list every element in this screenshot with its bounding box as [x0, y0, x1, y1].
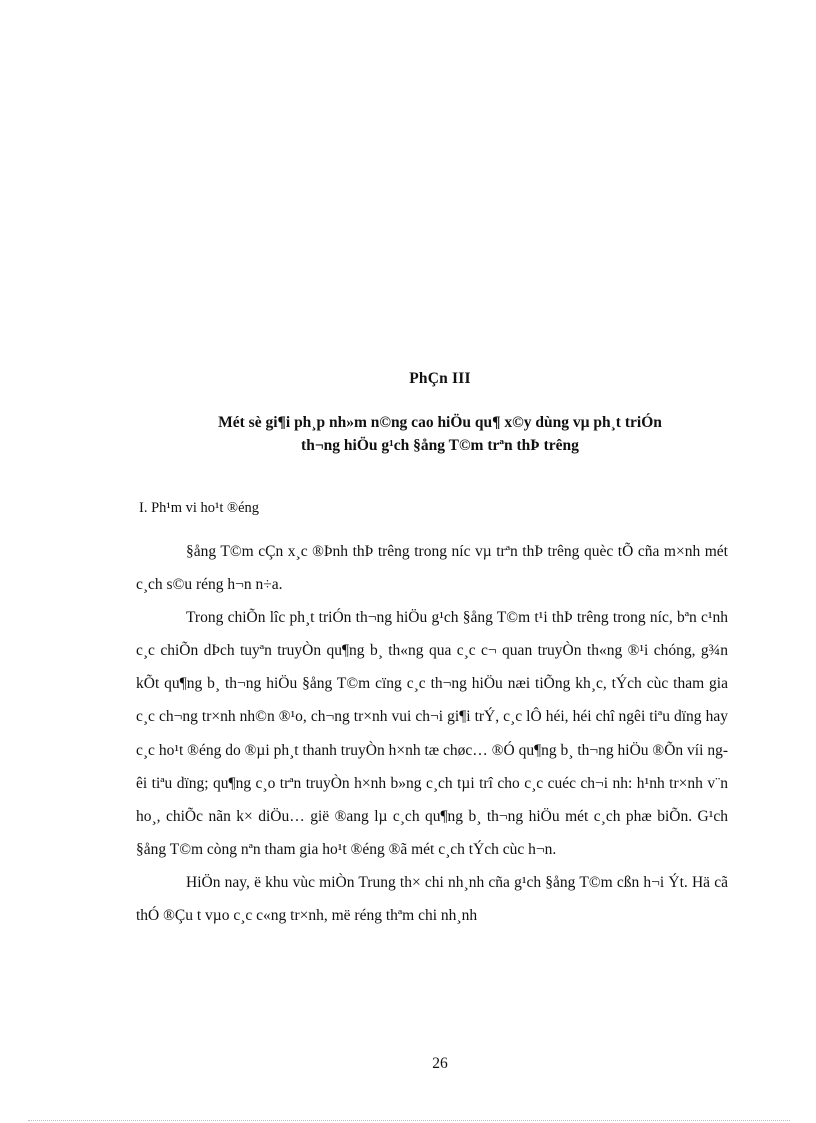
body-text [136, 535, 728, 932]
page-number: 26 [432, 1055, 448, 1072]
part-title: PhÇn III [409, 370, 471, 387]
chapter-title-line-2: th¬ng hiÖu g¹ch §ång T©m trªn thÞ trêng [301, 437, 579, 454]
paragraph-3: HiÖn nay, ë khu vùc miÒn Trung th× chi nh¸nh cña g¹ch §ång T©m cßn h¬i Ýt. Hä cã thÓ ®Çu t vµo c¸c c«ng tr×nh, më réng thªm chi nh¸nh [136, 873, 728, 925]
chapter-title-line-1: Mét sè gi¶i ph¸p nh»m n©ng cao hiÖu qu¶ x©y dùng vµ ph¸t triÓn [218, 414, 662, 431]
chapter-title [150, 411, 730, 457]
footer-divider [28, 1120, 790, 1121]
section-heading: I. Ph¹m vi ho¹t ®éng [139, 500, 260, 516]
paragraph-1: §ång T©m cÇn x¸c ®Þnh thÞ trêng trong níc vµ trªn thÞ trêng quèc tÕ cña m×nh mét c¸ch s©u réng h¬n n÷a. [136, 543, 728, 594]
paragraph-2: Trong chiÕn lîc ph¸t triÓn th¬ng hiÖu g¹ch §ång T©m t¹i thÞ trêng trong níc, bªn c¹nh c¸c chiÕn dÞch tuyªn truyÒn qu¶ng b¸ th«ng qua c¸c c¬ quan truyÒn th«ng ®¹i chóng, g¾n kÕt qu¶ng b¸ th¬ng hiÖu §ång T©m cïng c¸c th¬ng hiÖu næi tiÕng kh¸c, tÝch cùc tham gia c¸c ch¬ng tr×nh nh©n ®¹o, ch¬ng tr×nh vui ch¬i gi¶i trÝ, c¸c lÔ héi, héi chî ngêi tiªu dïng hay c¸c ho¹t ®éng do ®µi ph¸t thanh truyÒn h×nh tæ chøc… ®Ó qu¶ng b¸ th¬ng hiÖu ®Õn víi ngêi tiªu dïng; qu¶ng c¸o trªn truyÒn h×nh b»ng c¸ch tµi trî cho c¸c cuéc ch¬i nh: h¹nh tr×nh v¨n ho¸, chiÕc nãn k× diÖu… gië ®ang lµ c¸ch qu¶ng b¸ th¬ng hiÖu mét c¸ch phæ biÕn. G¹ch §ång T©m còng nªn tham gia ho¹t ®éng ®ã mét c¸ch tÝch cùc h¬n. [136, 609, 728, 858]
